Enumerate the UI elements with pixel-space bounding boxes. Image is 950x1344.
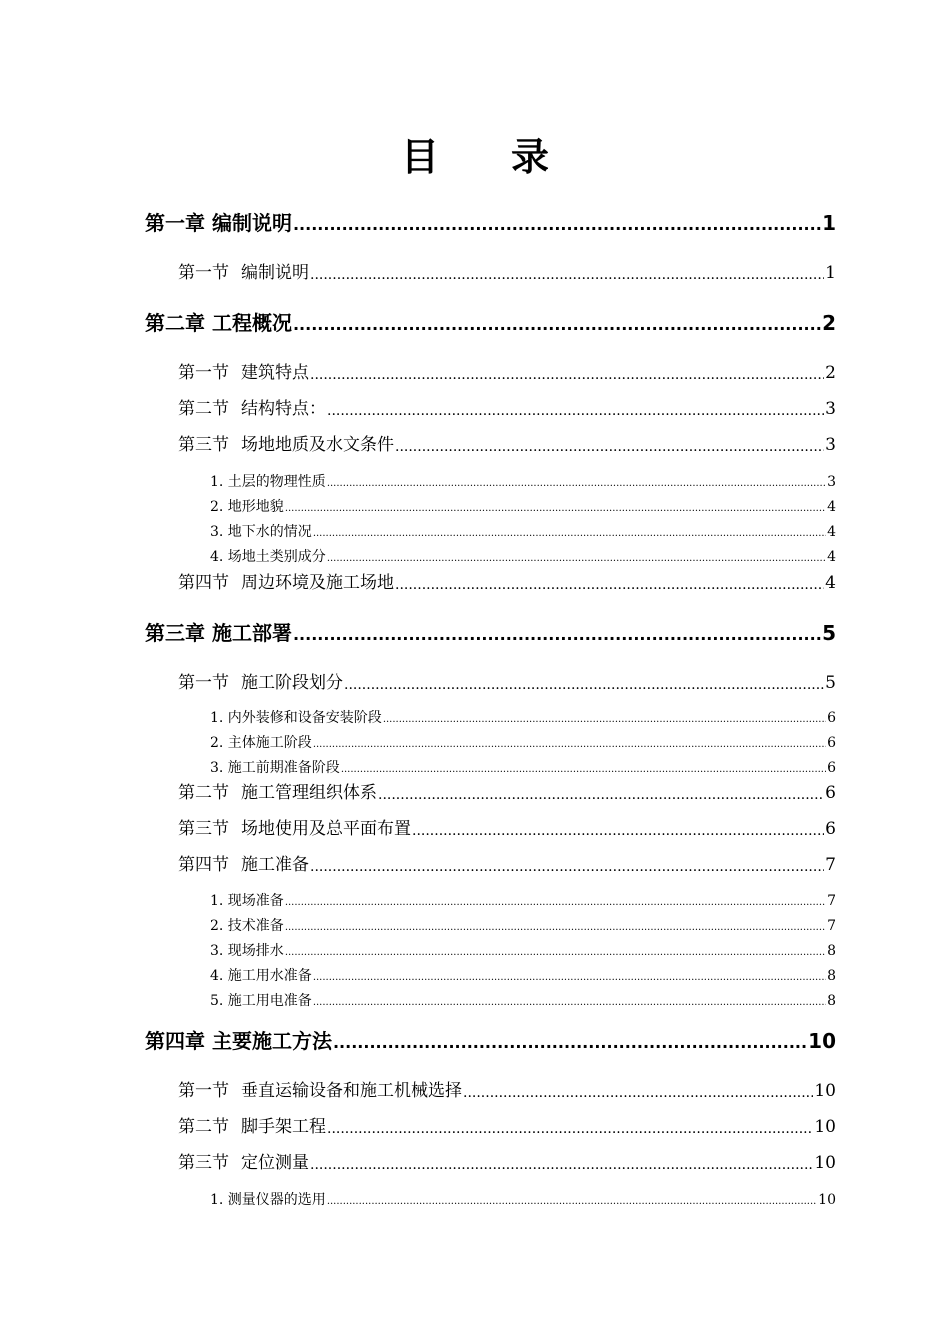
toc-entry-label: 2. 主体施工阶段	[210, 735, 312, 751]
toc-dot-leader	[285, 923, 826, 933]
toc-page-number: 6	[825, 819, 836, 839]
toc-entry-section[interactable]	[178, 672, 836, 692]
toc-dot-leader	[285, 948, 826, 958]
toc-entry-section[interactable]	[178, 782, 836, 802]
toc-entry-label: 第一章 编制说明	[145, 211, 292, 235]
toc-page-number: 5	[822, 621, 836, 645]
toc-entry-label: 第三章 施工部署	[145, 621, 292, 645]
toc-entry-section[interactable]	[178, 398, 836, 418]
toc-dot-leader	[327, 1197, 817, 1207]
toc-entry-label: 3. 地下水的情况	[210, 524, 312, 540]
toc-entry-sub[interactable]	[210, 709, 836, 725]
toc-entry-label: 第四章 主要施工方法	[145, 1029, 332, 1053]
toc-dot-leader	[293, 317, 821, 333]
toc-page-number: 10	[814, 1153, 836, 1173]
toc-section-number: 第二节	[178, 783, 229, 803]
toc-entry-sub[interactable]	[210, 892, 836, 908]
toc-title-part2: 录	[511, 134, 550, 179]
toc-page-number: 4	[825, 573, 836, 593]
toc-section-title: 场地使用及总平面布置	[241, 819, 411, 839]
toc-page-number: 1	[825, 263, 836, 283]
toc-page-number: 2	[825, 363, 836, 383]
toc-entry-section[interactable]	[178, 1116, 836, 1136]
toc-page-number: 10	[814, 1117, 836, 1137]
toc-entry-chapter[interactable]	[145, 1029, 836, 1051]
toc-entry-sub[interactable]	[210, 967, 836, 983]
toc-page-number: 5	[825, 673, 836, 693]
toc-page-number: 8	[827, 968, 836, 984]
toc-entry-label: 4. 场地土类别成分	[210, 549, 326, 565]
toc-entry-label	[178, 1083, 462, 1100]
toc-page-number: 7	[825, 855, 836, 875]
toc-entry-chapter[interactable]	[145, 621, 836, 643]
toc-dot-leader	[327, 479, 826, 489]
toc-entry-label	[178, 1119, 326, 1136]
toc-entry-label	[178, 365, 309, 382]
toc-entry-label	[178, 1155, 309, 1172]
toc-entry-label: 2. 技术准备	[210, 918, 284, 934]
toc-entry-section[interactable]	[178, 262, 836, 282]
toc-dot-leader	[327, 554, 826, 564]
toc-entry-chapter[interactable]	[145, 311, 836, 333]
toc-dot-leader	[310, 860, 824, 874]
toc-entry-label: 第二章 工程概况	[145, 311, 292, 335]
toc-entry-label	[178, 437, 394, 454]
toc-dot-leader	[463, 1086, 813, 1100]
toc-entry-label	[178, 821, 411, 838]
toc-page-number: 4	[827, 549, 836, 565]
toc-entry-sub[interactable]	[210, 498, 836, 514]
toc-dot-leader	[383, 715, 826, 725]
toc-dot-leader	[327, 404, 824, 418]
toc-dot-leader	[310, 368, 824, 382]
toc-section-number: 第一节	[178, 363, 229, 383]
toc-page-number: 7	[827, 893, 836, 909]
toc-entry-label: 1. 测量仪器的选用	[210, 1192, 326, 1208]
toc-page-number: 10	[814, 1081, 836, 1101]
toc-section-number: 第一节	[178, 263, 229, 283]
toc-section-title: 定位测量	[241, 1153, 309, 1173]
toc-entry-label	[178, 265, 309, 282]
toc-entry-sub[interactable]	[210, 759, 836, 775]
toc-section-title: 施工准备	[241, 855, 309, 875]
toc-dot-leader	[395, 440, 824, 454]
toc-section-number: 第四节	[178, 855, 229, 875]
toc-entry-chapter[interactable]	[145, 211, 836, 233]
toc-page-number: 4	[827, 499, 836, 515]
toc-section-number: 第三节	[178, 819, 229, 839]
toc-page-number: 10	[818, 1192, 836, 1208]
toc-dot-leader	[341, 765, 826, 775]
toc-section-title: 周边环境及施工场地	[241, 573, 394, 593]
toc-page-number: 6	[827, 760, 836, 776]
toc-page-number: 7	[827, 918, 836, 934]
toc-entry-label: 1. 内外装修和设备安装阶段	[210, 710, 382, 726]
toc-page-number: 1	[822, 211, 836, 235]
toc-entry-section[interactable]	[178, 1152, 836, 1172]
toc-dot-leader	[310, 268, 824, 282]
toc-dot-leader	[310, 1158, 813, 1172]
toc-section-number: 第三节	[178, 435, 229, 455]
toc-page-number: 8	[827, 993, 836, 1009]
toc-entry-label: 1. 土层的物理性质	[210, 474, 326, 490]
toc-page-number: 10	[808, 1029, 836, 1053]
toc-entry-label: 4. 施工用水准备	[210, 968, 312, 984]
toc-section-number: 第四节	[178, 573, 229, 593]
toc-entry-section[interactable]	[178, 854, 836, 874]
toc-entry-label: 1. 现场准备	[210, 893, 284, 909]
toc-section-title: 垂直运输设备和施工机械选择	[241, 1081, 462, 1101]
toc-section-title: 编制说明	[241, 263, 309, 283]
toc-section-number: 第一节	[178, 673, 229, 693]
toc-dot-leader	[313, 973, 826, 983]
toc-dot-leader	[327, 1122, 813, 1136]
toc-entry-label	[178, 575, 394, 592]
toc-entry-label: 2. 地形地貌	[210, 499, 284, 515]
toc-dot-leader	[285, 898, 826, 908]
toc-page-number: 6	[827, 735, 836, 751]
toc-entry-label	[178, 401, 326, 418]
toc-dot-leader	[293, 627, 821, 643]
toc-dot-leader	[285, 504, 826, 514]
toc-dot-leader	[344, 678, 824, 692]
toc-entry-sub[interactable]	[210, 548, 836, 564]
toc-entry-label: 3. 现场排水	[210, 943, 284, 959]
toc-section-number: 第二节	[178, 1117, 229, 1137]
toc-entry-label	[178, 675, 343, 692]
toc-dot-leader	[395, 578, 824, 592]
toc-dot-leader	[313, 998, 826, 1008]
toc-dot-leader	[313, 529, 826, 539]
toc-page-number: 3	[825, 435, 836, 455]
toc-section-title: 建筑特点	[241, 363, 309, 383]
toc-section-title: 场地地质及水文条件	[241, 435, 394, 455]
toc-section-title: 施工阶段划分	[241, 673, 343, 693]
toc-page-number: 2	[822, 311, 836, 335]
toc-page-number: 8	[827, 943, 836, 959]
toc-title-part1: 目	[400, 134, 439, 179]
toc-page-number: 4	[827, 524, 836, 540]
toc-entry-sub[interactable]	[210, 734, 836, 750]
toc-page-number: 6	[825, 783, 836, 803]
toc-dot-leader	[293, 217, 821, 233]
toc-section-number: 第一节	[178, 1081, 229, 1101]
toc-entry-section[interactable]	[178, 818, 836, 838]
toc-entry-label: 3. 施工前期准备阶段	[210, 760, 340, 776]
toc-entry-label: 5. 施工用电准备	[210, 993, 312, 1009]
toc-page-number: 3	[825, 399, 836, 419]
toc-page-number: 3	[827, 474, 836, 490]
toc-dot-leader	[333, 1035, 807, 1051]
toc-entry-section[interactable]	[178, 434, 836, 454]
toc-page-number: 6	[827, 710, 836, 726]
toc-entry-section[interactable]	[178, 362, 836, 382]
toc-entry-sub[interactable]	[210, 523, 836, 539]
toc-section-number: 第三节	[178, 1153, 229, 1173]
toc-dot-leader	[412, 824, 824, 838]
toc-entry-sub[interactable]	[210, 917, 836, 933]
toc-entry-label	[178, 857, 309, 874]
toc-entry-sub[interactable]	[210, 992, 836, 1008]
toc-dot-leader	[313, 740, 826, 750]
toc-dot-leader	[378, 788, 824, 802]
toc-section-title: 脚手架工程	[241, 1117, 326, 1137]
toc-title	[0, 128, 950, 178]
toc-section-title: 施工管理组织体系	[241, 783, 377, 803]
toc-entry-section[interactable]	[178, 1080, 836, 1100]
toc-entry-sub[interactable]	[210, 1191, 836, 1207]
toc-entry-sub[interactable]	[210, 473, 836, 489]
toc-entry-label	[178, 785, 377, 802]
toc-entry-sub[interactable]	[210, 942, 836, 958]
toc-entry-section[interactable]	[178, 572, 836, 592]
toc-section-number: 第二节	[178, 399, 229, 419]
toc-section-title: 结构特点：	[241, 399, 326, 419]
